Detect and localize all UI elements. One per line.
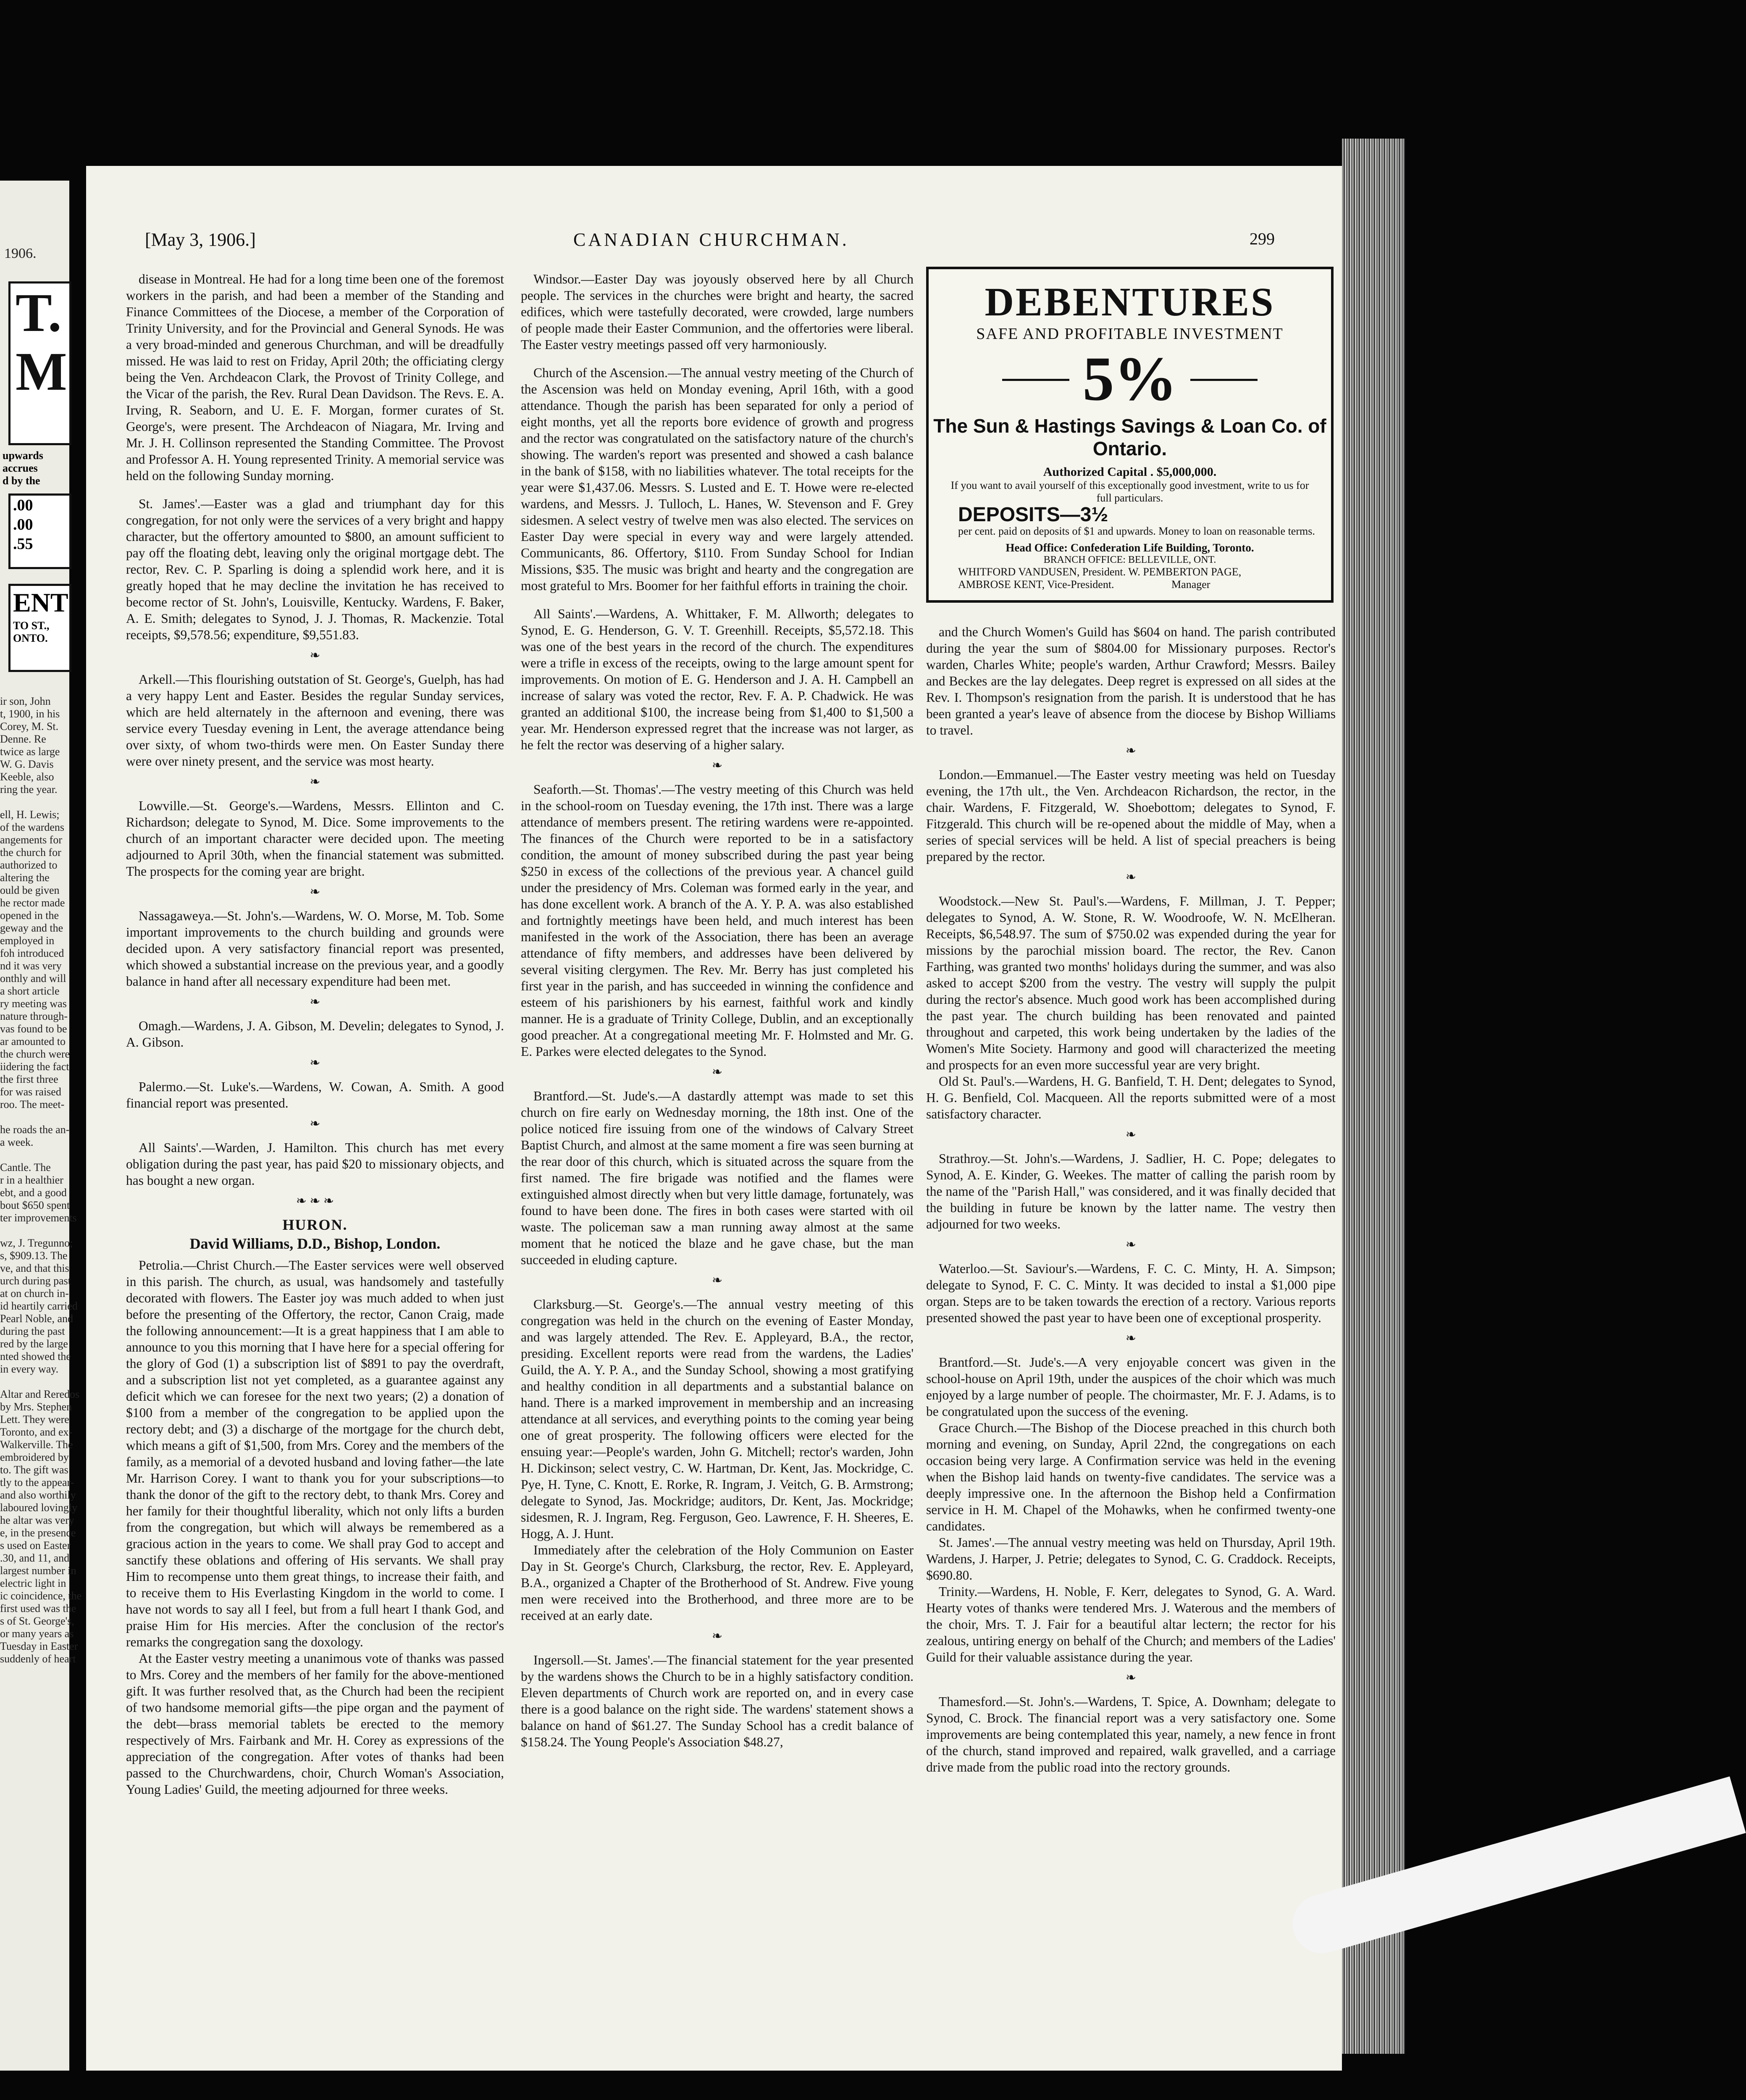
page-number: 299 [1250, 229, 1275, 248]
ornament-icon: ❧ [310, 995, 320, 1009]
ornament-icon: ❧ [712, 1273, 723, 1287]
newspaper-page [86, 166, 1342, 2071]
article-paragraph: Trinity.—Wardens, H. Noble, F. Kerr, delegates to Synod, G. A. Ward. Hearty votes of thanks were tendered Mrs. J. Waterous and the members of the choir, Mrs. T. J. Fair for a beautiful altar lectern; the rector for his zealous, untiring energy on behalf of the Church; and members of the Ladies' Guild for their valuable assistance during the year. [926, 1584, 1336, 1664]
ornament-icon: ❧ [1125, 1331, 1137, 1345]
article-paragraph: London.—Emmanuel.—The Easter vestry meeting was held on Tuesday evening, the 17th ult., the Ven. Archdeacon Richardson, the rector, in the chair. Wardens, F. Fitzgerald, W. Shoebottom; delegates to Synod, F. Fitzgerald. This church will be re-opened about the middle of May, when a series of special services will be held. A list of special preachers is being prepared by the rector. [926, 767, 1336, 864]
article-paragraph: Palermo.—St. Luke's.—Wardens, W. Cowan, A. Smith. A good financial report was presented. [126, 1079, 504, 1110]
article-paragraph: Windsor.—Easter Day was joyously observed here by all Church people. The services in the churches were bright and hearty, the sacred edifices, which were tastefully decorated, were crowded, large numbers of people made their Easter Communion, and the offertories were liberal. The Easter vestry meetings passed off very harmoniously. [521, 272, 914, 352]
article-paragraph: Waterloo.—St. Saviour's.—Wardens, F. C. C. Minty, H. A. Simpson; delegate to Synod, F. C. C. Minty. It was decided to instal a $1,000 pipe organ. Steps are to be taken towards the erection of a rectory. Various reports presented showed the past year to have been one of exceptional prosperity. [926, 1261, 1336, 1325]
ornament-icon: ❧ [1125, 870, 1137, 884]
ornament-icon: ❧ [712, 759, 723, 772]
page-header [141, 229, 1283, 254]
masthead-title: CANADIAN CHURCHMAN. [573, 229, 849, 250]
ornament-icon: ❧ [1125, 1671, 1137, 1685]
ad-subtitle: SAFE AND PROFITABLE INVESTMENT [976, 325, 1284, 343]
column-2 [521, 271, 914, 1750]
ad-invite: If you want to avail yourself of this exceptionally good investment, write to us for full particulars. [950, 479, 1309, 504]
section-heading: HURON. [282, 1216, 348, 1233]
ornament-icon: ❧ [712, 1065, 723, 1079]
ornament-divider-icon: ❧ ❧ ❧ [296, 1194, 334, 1208]
left-ad-box [8, 584, 71, 672]
article-paragraph: All Saints'.—Warden, J. Hamilton. This church has met every obligation during the past year, has paid $20 to missionary objects, and has bought a new organ. [126, 1140, 504, 1188]
left-fragment-1: upwards accrues d by the [3, 449, 43, 487]
ornament-icon: ❧ [310, 1056, 320, 1070]
ad-title: DEBENTURES [985, 279, 1275, 324]
article-paragraph: Strathroy.—St. John's.—Wardens, J. Sadlier, H. C. Pope; delegates to Synod, A. E. Kinder, G. Weekes. The matter of calling the parish room by the name of the "Parish Hall," was considered, and it was finally decided that the building in future be known by the latter name. The vestry then adjourned for two weeks. [926, 1151, 1336, 1231]
left-banner-box [8, 281, 71, 445]
article-paragraph: Grace Church.—The Bishop of the Diocese preached in this church both morning and evening, on Sunday, April 22nd, the congregations on each occasion being very large. A Confirmation service was held in the evening when the Bishop laid hands on twenty-five candidates. The service was a deeply impressive one. In the afternoon the Bishop held a Confirmation service in H. M. Chapel of the Mohawks, when he confirmed twenty-one candidates. [926, 1420, 1336, 1533]
ornament-icon: ❧ [1125, 1128, 1137, 1142]
ad-deposits: DEPOSITS—3½ [958, 504, 1108, 526]
article-paragraph: Petrolia.—Christ Church.—The Easter services were well observed in this parish. The church, as usual, was handsomely and tastefully decorated with flowers. The Easter joy was much added to when just before the presenting of the Offertory, the rector, Canon Craig, made the following announcement:—It is a great happiness that I am able to announce to you this morning that I have here for a special offering for the glory of God (1) a subscription list of $891 to pay the overdraft, and a subscription list not yet completed, as a guarantee against any deficit which we can foresee for the next two years; (2) a donation of $100 from a member of the congregation to be applied upon the rectory debt; and (3) a discharge of the mortgage for the church debt, which means a gift of $1,500, from Mrs. Corey and the members of the family, as a memorial of a devoted husband and loving father—the late Mr. Harrison Corey. I want to thank you for your subscriptions—to thank the donor of the gift to the rectory debt, to thank Mrs. Corey and her family for their thoughtful liberality, which not only lifts a burden from the congregation, but which will always be remembered as a gracious action in the years to come. We shall pray God to accept and sanctify these oblations and offering of His servants. We shall pray Him to recompense unto them great things, to increase their faith, and to receive them to His Everlasting Kingdom in the world to come. I have not words to say all I feel, but from a full heart I thank God, and praise Him for His mercies. After the conclusion of the rector's remarks the congregation sang the doxology. [126, 1258, 504, 1649]
column-3 [926, 624, 1336, 1775]
article-paragraph: Thamesford.—St. John's.—Wardens, T. Spice, A. Downham; delegate to Synod, C. Brock. The financial report was a very satisfactory one. Some improvements are being contemplated this year, namely, a new fence in front of the church, stand improved and repaired, walk gravelled, and a carriage drive made from the public road into the rectory grounds. [926, 1694, 1336, 1774]
ornament-icon: ❧ [310, 885, 320, 899]
article-paragraph: Clarksburg.—St. George's.—The annual vestry meeting of this congregation was held in the church on the evening of Easter Monday, and was largely attended. The Rev. E. Appleyard, B.A., the rector, presiding. Excellent reports were read from the wardens, the Ladies' Guild, the A. Y. P. A., and the Sunday School, showing a most gratifying and healthy condition in all departments and a substantial balance on hand. There is a marked improvement in membership and an increasing attendance at all services, and everything points to the coming year being one of great prosperity. The following officers were elected for the ensuing year:—People's warden, John G. Mitchell; rector's warden, John H. Dickinson; select vestry, C. W. Hartman, Dr. Kent, Jas. Mockridge, C. Pye, H. Tyne, C. Knott, E. Rorke, R. Ingram, J. Veitch, G. B. Armstrong; delegate to Synod, Jas. Mockridge; auditors, Dr. Kent, Jas. Mockridge; sidesmen, R. J. Ingram, Reg. Ferguson, Geo. Lawrence, F. H. Sheeres, E. Hogg, A. J. Hunt. [521, 1297, 914, 1541]
ad-branch: BRANCH OFFICE: BELLEVILLE, ONT. [1043, 554, 1216, 565]
ornament-icon: ❧ [310, 775, 320, 789]
article-paragraph: Omagh.—Wardens, J. A. Gibson, M. Develin; delegates to Synod, J. A. Gibson. [126, 1018, 504, 1050]
article-paragraph: Brantford.—St. Jude's.—A dastardly attempt was made to set this church on fire early on Wednesday morning, the 18th inst. One of the police noticed fire issuing from one of the windows of Calvary Street Baptist Church, and almost at the same moment a fire was seen burning at the rear door of this church, which is situated across the square from the first named. The fire brigade was notified and the flames were extinguished almost directly when but very little damage, fortunately, was found to have been done. The fires in both cases were started with oil waste. The policeman saw a man running away almost at the same moment that he noticed the blaze and he gave chase, but the man succeeded in eluding capture. [521, 1089, 914, 1267]
article-paragraph: Ingersoll.—St. James'.—The financial statement for the year presented by the wardens shows the Church to be in a highly satisfactory condition. Eleven departments of Church work are reported on, and in every case there is a good balance on the right side. The wardens' statement shows a balance on hand of $61.27. The Sunday School has a credit balance of $158.24. The Young People's Association $48.27, [521, 1653, 914, 1749]
article-paragraph: Old St. Paul's.—Wardens, H. G. Banfield, T. H. Dent; delegates to Synod, H. G. Benfield, Col. Macqueen. All the reports submitted were of a most satisfactory character. [926, 1074, 1336, 1121]
ad-company: The Sun & Hastings Savings & Loan Co. of Ontario. [933, 415, 1326, 459]
section-bishop: David Williams, D.D., Bishop, London. [189, 1235, 441, 1252]
article-paragraph: Arkell.—This flourishing outstation of St. George's, Guelph, has had a very happy Lent and Easter. Besides the regular Sunday services, which are held alternately in the afternoon and evening, there was service every Tuesday evening in Lent, the average attendance being over sixty, of whom two-thirds were men. On Easter Sunday there were over ninety present, and the service was most hearty. [126, 672, 504, 769]
article-paragraph: Church of the Ascension.—The annual vestry meeting of the Church of the Ascension was held on Monday evening, April 16th, with a good attendance. Though the parish has been separated for only a period of eight months, yet all the reports bore evidence of growth and progress and the rector was congratulated on the satisfactory nature of the church's showing. The warden's report was presented and showed a cash balance in the bank of $158, with no liabilities whatever. The total receipts for the year were $1,437.06. Messrs. S. Lusted and E. T. Howe were re-elected wardens, and Messrs. J. Tulloch, L. Hanes, W. Stevenson and F. Grey sidesmen. A select vestry of twelve men was also elected. The services on Easter Day were special in every way and were largely attended. Communicants, 86. Offertory, $110. From Sunday School for Indian Missions, $35. The music was bright and hearty and the congregation are most grateful to Mrs. Boomer for her faithful efforts in training the choir. [521, 365, 914, 593]
article-paragraph: and the Church Women's Guild has $604 on hand. The parish contributed during the year the sum of $804.00 for Missionary purposes. Rector's warden, Charles White; people's warden, Arthur Crawford; Messrs. Bailey and Beckes are the lay delegates. Deep regret is expressed on all sides at the Rev. I. Thompson's resignation from the parish. It is understood that he has been granted a year's leave of absence from the diocese by Bishop Williams to travel. [926, 625, 1336, 738]
article-paragraph: Nassagaweya.—St. John's.—Wardens, W. O. Morse, M. Tob. Some important improvements to the church building and grounds were decided upon. A very satisfactory financial report was presented, which showed a substantial increase on the previous year, and a goodly balance in hand after all necessary expenditure had been met. [126, 908, 504, 989]
ornament-icon: ❧ [712, 1629, 723, 1643]
article-paragraph: All Saints'.—Wardens, A. Whittaker, F. M. Allworth; delegates to Synod, E. G. Henderson, G. V. T. Greenhill. Receipts, $5,572.18. This was one of the best years in the record of the church. The expenditures were a trifle in excess of the receipts, owing to the large amount spent for improvements. On motion of E. G. Henderson and J. A. H. Campbell an increase of salary was voted the rector, Rev. F. A. P. Chadwick. He was granted an additional $100, the increase being from $1,400 to $1,500 a year. Mr. Henderson expressed regret that the increase was not larger, as he felt the rector was deserving of a higher salary. [521, 606, 914, 752]
ad-capital: Authorized Capital . $5,000,000. [1043, 465, 1217, 479]
article-paragraph: Lowville.—St. George's.—Wardens, Messrs. Ellinton and C. Richardson; delegate to Synod, M. Dice. Some improvements to the church of an important character were decided upon. The meeting adjourned to April 30th, when the financial statement was submitted. The prospects for the coming year are bright. [126, 798, 504, 879]
article-paragraph: Immediately after the celebration of the Holy Communion on Easter Day in St. George's Church, Clarksburg, the rector, Rev. E. Appleyard, B.A., organized a Chapter of the Brotherhood of St. Andrew. Five young men were received into the Brotherhood, and three more are to be received at an early date. [521, 1543, 914, 1623]
ornament-icon: ❧ [310, 1117, 320, 1131]
left-numbers: .00 .00 .55 [13, 496, 33, 553]
left-numbers-box [8, 494, 71, 569]
debentures-advertisement [926, 267, 1334, 603]
article-paragraph: At the Easter vestry meeting a unanimous vote of thanks was passed to Mrs. Corey and the members of her family for the above-mentioned gift. It was further resolved that, as the Church had been the recipient of two handsome memorial gifts—the pipe organ and the payment of the debt—brass memorial tablets be erected to the memory respectively of Mrs. Fairbank and Mr. H. Corey as expressions of the appreciation of the congregation. After votes of thanks had been passed to the Churchwardens, choir, Church Woman's Association, Young Ladies' Guild, the meeting adjourned for three weeks. [126, 1651, 504, 1797]
article-paragraph: St. James'.—The annual vestry meeting was held on Thursday, April 19th. Wardens, J. Harper, J. Petrie; delegates to Synod, C. G. Craddock. Receipts, $690.80. [926, 1535, 1336, 1583]
ornament-icon: ❧ [1125, 744, 1137, 758]
ornament-icon: ❧ [310, 648, 320, 662]
ad-rate: 5% [929, 343, 1331, 415]
left-ad-sub: TO ST., ONTO. [13, 620, 50, 644]
book-page-edges [1342, 139, 1405, 2054]
ad-deposits-text: per cent. paid on deposits of $1 and upwards. Money to loan on reasonable terms. [958, 525, 1315, 537]
left-page-fragment [0, 181, 82, 2071]
left-banner-letter-1: T. [16, 283, 62, 343]
left-page-text: ir son, John t, 1900, in his Corey, M. St. Denne. Re twice as large W. G. Davis Keeble, also ring the year. ell, H. Lewis; of the wardens angements for the church for authorized to altering the ould be given he rector made opened in the geway and the employed in foh introduced nd it was very onthly and will a short article ry meeting was nature through- vas found to be ar amounted to the church were iidering the fact the first three for was raised roo. The meet- he roads the an- a week. Cantle. The r in a healthier ebt, and a good bout $650 spent ter improvements wz, J. Tregunno; s, $909.13. The ve, and that this urch during past at on church in- id heartily carried Pearl Noble, and during the past red by the large nted showed the in every way. Altar and Reredos by Mrs. Stephen Lett. They were Toronto, and ex- Walkerville. The embroidered by to. The gift was tly to the appear- and also worthily laboured lovingly he altar was very e, in the presence s used on Easter .30, and 11, and largest number in electric light in ic coincidence, the first used was the s of St. George's, or many years as Tuesday in Easter suddenly of heart [0, 695, 82, 1665]
article-paragraph: disease in Montreal. He had for a long time been one of the foremost workers in the parish, and had been a member of the Standing and Finance Committees of the Diocese, a member of the Corporation of Trinity University, and for the Provincial and General Synods. He was a very broad-minded and generous Churchman, and will be dreadfully missed. He was laid to rest on Friday, April 20th; the officiating clergy being the Ven. Archdeacon Clark, the Provost of Trinity College, and the Vicar of the parish, the Rev. Rural Dean Davidson. The Revs. E. A. Irving, R. Seaborn, and U. E. F. Morgan, former curates of St. George's, were present. The Archdeacon of Niagara, Mr. Irving and Mr. J. H. Collinson represented the Standing Committee. The Provost and Professor A. H. Young represented Trinity. A memorial service was held on the following Sunday morning. [126, 272, 504, 483]
left-ad-word: ENT [13, 588, 68, 617]
left-page-year: 1906. [4, 246, 37, 261]
article-paragraph: Seaforth.—St. Thomas'.—The vestry meeting of this Church was held in the school-room on Tuesday evening, the 17th inst. There was a large attendance of members present. The retiring wardens were re-appointed. The finances of the Church were reported to be in a satisfactory condition, the amount of money subscribed during the past year being $250 in excess of the collections of the previous year. A chancel guild under the presidency of Mrs. Coleman was formed early in the year, and has done excellent work. A branch of the A. Y. P. A. was also established and fortnightly meetings have been held, and much interest has been manifested in the work of the Association, there has been an average attendance of fifty members, and addresses have been delivered by several visiting clergymen. The Rev. Mr. Berry has just completed his first year in the parish, and has succeeded in winning the confidence and esteem of his parishioners by his earnest, faithful work and kindly manner. He is a graduate of Trinity College, Dublin, and an exceptionally good preacher. At a congregational meeting Mr. F. Holmsted and Mr. G. E. Parkes were elected delegates to the Synod. [521, 782, 914, 1059]
article-paragraph: Woodstock.—New St. Paul's.—Wardens, F. Millman, J. T. Pepper; delegates to Synod, A. W. Stone, R. W. Woodroofe, W. N. McElheran. Receipts, $6,548.97. The sum of $750.02 was expended during the year for missions by the parochial mission board. The rector, the Rev. Canon Farthing, was granted two months' holidays during the summer, and was also asked to accept $200 from the vestry. The vestry will supply the pulpit during the rector's absence. Much good work has been accomplished during the past year. The church building has been renovated and painted throughout and carpeted, this work being undertaken by the ladies of the Women's Mite Society. Harmony and good will characterized the meeting and prospects for an even more successful year are very bright. [926, 894, 1336, 1072]
article-paragraph: Brantford.—St. Jude's.—A very enjoyable concert was given in the school-house on April 19th, under the auspices of the choir which was much enjoyed by a large number of people. The choirmaster, Mr. F. J. Adams, is to be congratulated upon the success of the evening. [926, 1355, 1336, 1419]
ad-head-office: Head Office: Confederation Life Building, Toronto. [1006, 541, 1254, 554]
ad-officers: WHITFORD VANDUSEN, President. W. PEMBERTON PAGE, AMBROSE KENT, Vice-President. Manager [958, 566, 1242, 591]
issue-date: [May 3, 1906.] [145, 229, 256, 250]
article-paragraph: St. James'.—Easter was a glad and triumphant day for this congregation, for not only were the services of a very bright and happy character, but the offertory amounted to $800, an amount sufficient to pay off the floating debt, leaving only the original mortgage debt. The rector, Rev. C. P. Sparling is doing a splendid work here, and it is greatly hoped that he may decline the invitation he has received to become rector of St. John's, Louisville, Kentucky. Wardens, F. Baker, A. E. Smith; delegates to Synod, J. J. Thomas, R. Mackenzie. Total receipts, $9,578.56; expenditure, $9,551.83. [126, 496, 504, 642]
column-1 [126, 271, 504, 1798]
left-banner-letter-2: M [16, 341, 67, 402]
ornament-icon: ❧ [1125, 1238, 1137, 1252]
